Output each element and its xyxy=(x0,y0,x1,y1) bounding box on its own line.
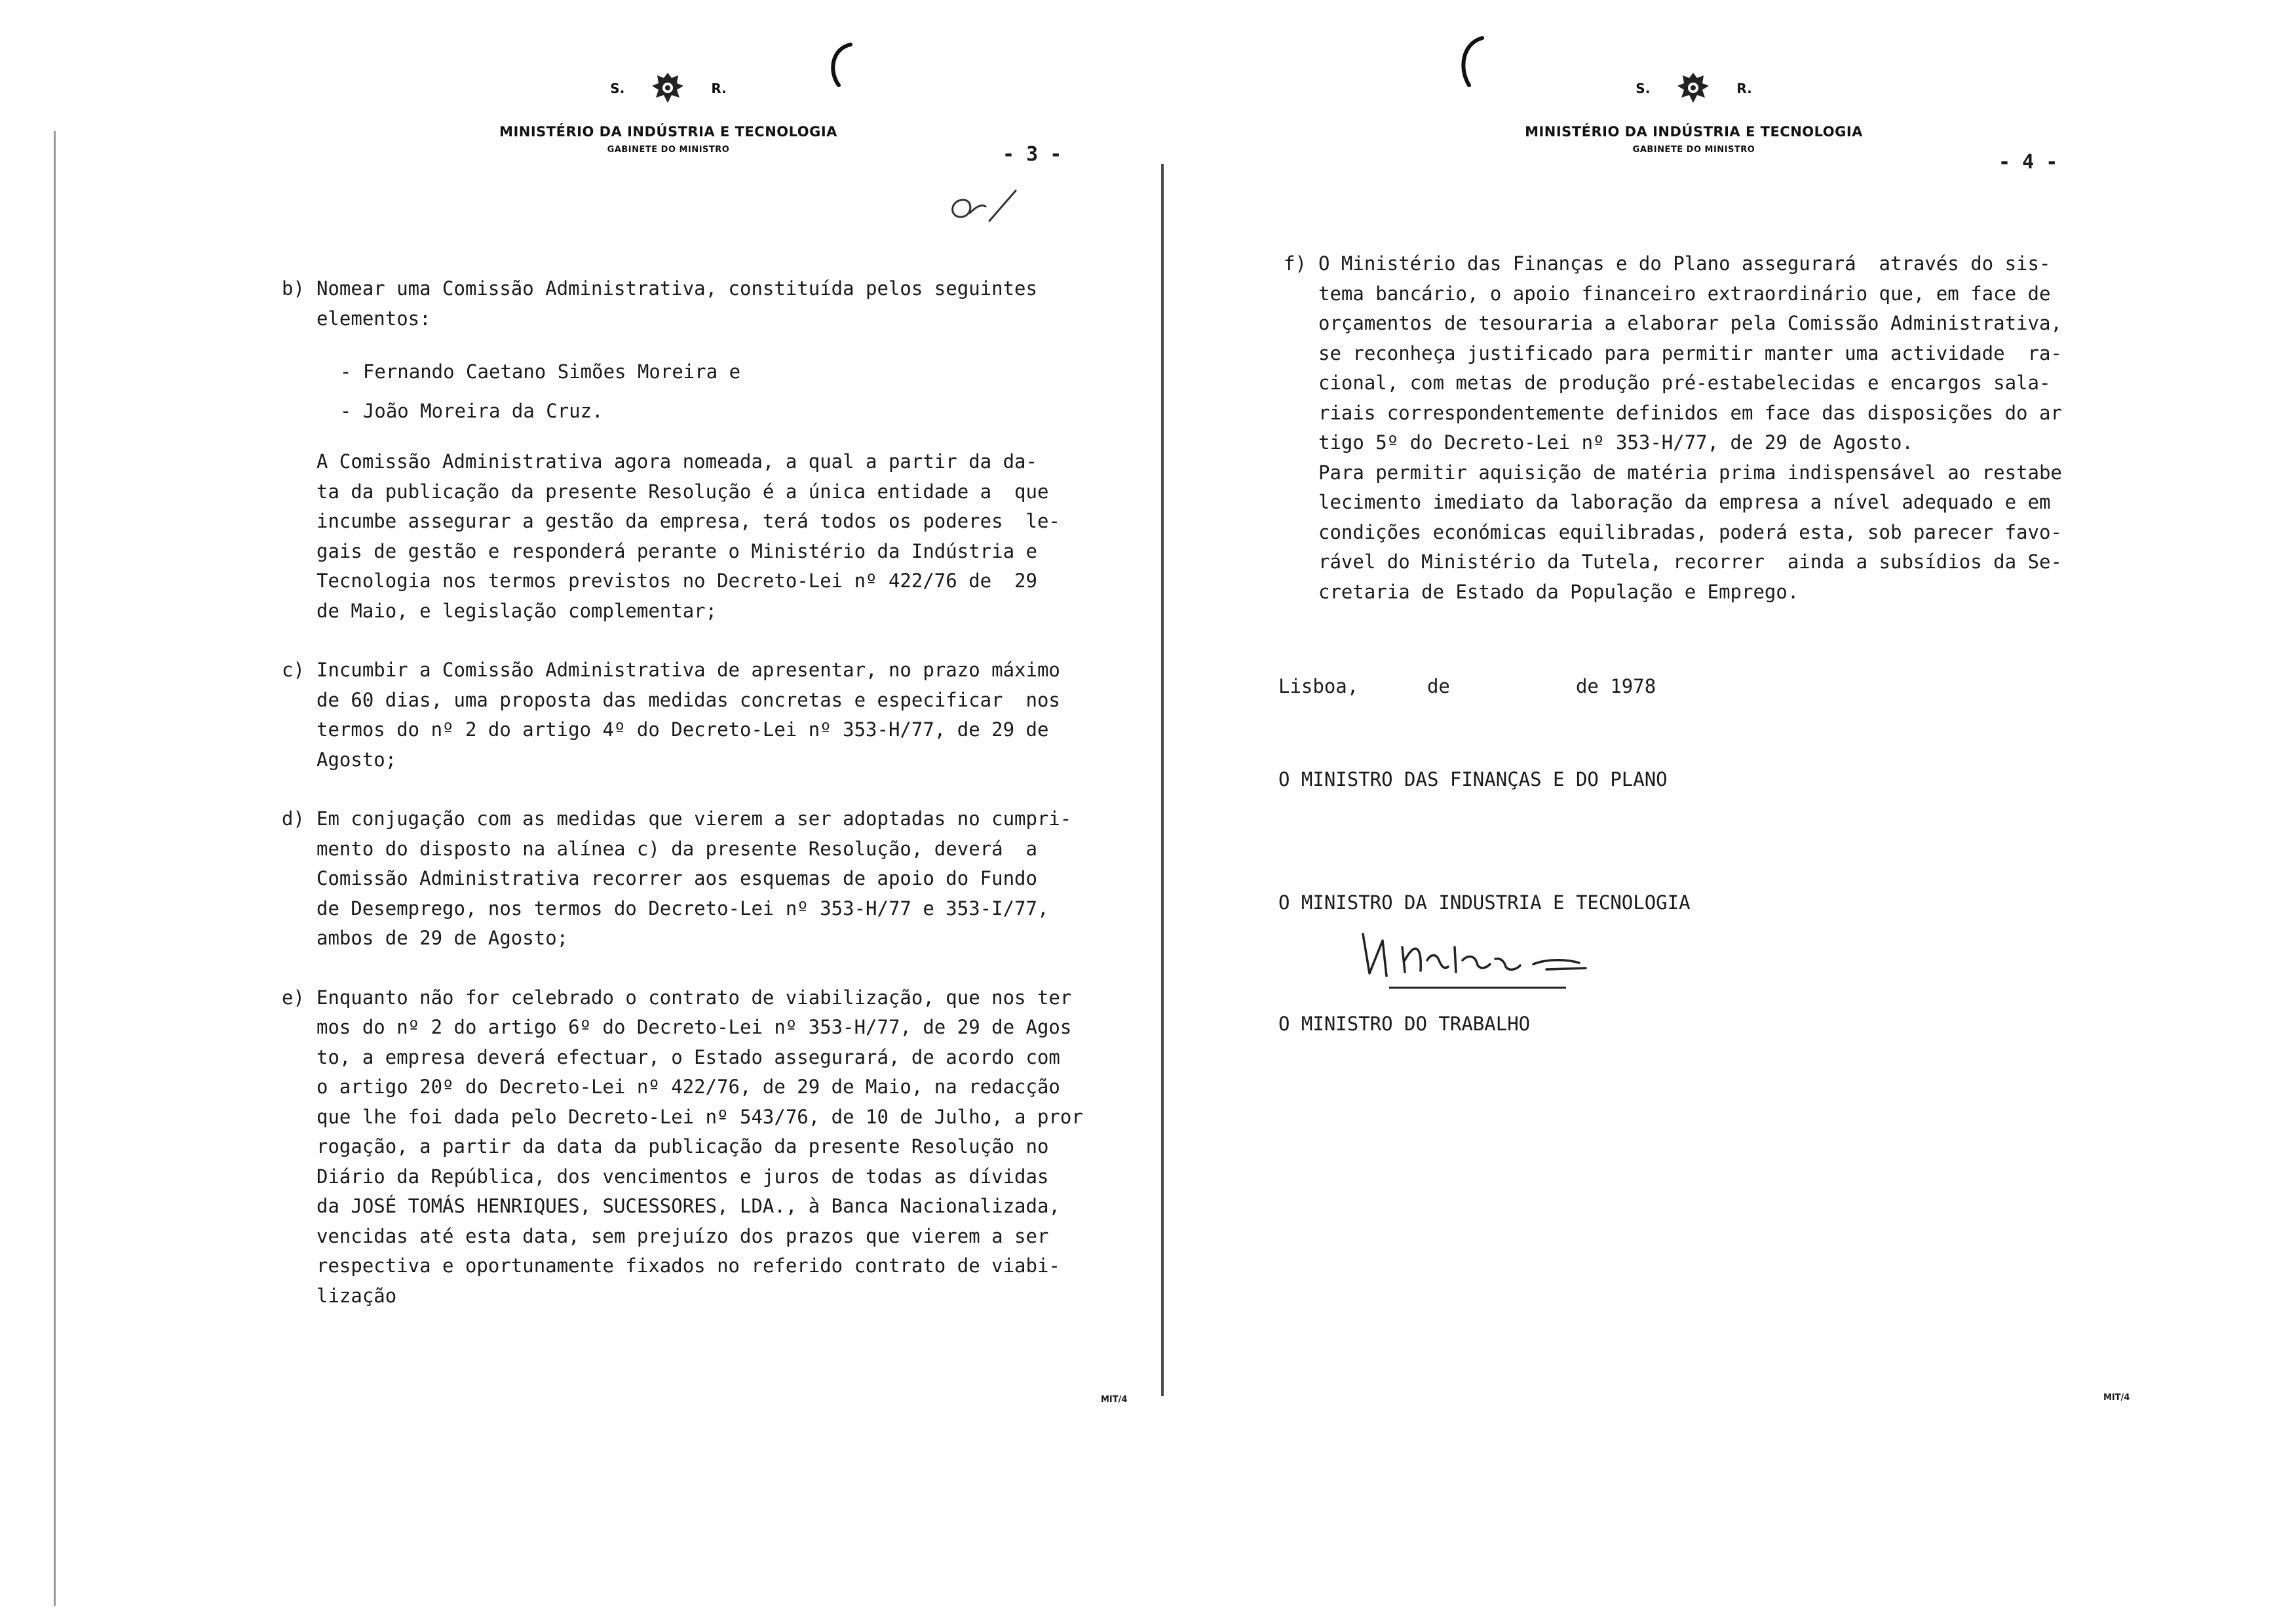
item-b-paragraph-line: A Comissão Administrativa agora nomeada, a qual a partir da da- xyxy=(316,450,1037,473)
member-line: - João Moreira da Cruz. xyxy=(340,399,603,422)
item-e xyxy=(282,983,1142,1312)
scan-edge-line xyxy=(54,131,56,1606)
item-f-line: cional, com metas de produção pré-estabelecidas e encargos sala- xyxy=(1318,372,2051,394)
item-b xyxy=(282,274,1142,626)
handwritten-initials xyxy=(944,180,1048,226)
ministry-name: MINISTÉRIO DA INDÚSTRIA E TECNOLOGIA xyxy=(1525,124,1863,140)
item-e-marker: e) xyxy=(282,986,305,1009)
item-e-line: lização xyxy=(316,1284,397,1307)
handwritten-signature xyxy=(1350,921,1638,993)
item-f-line: tigo 5º do Decreto-Lei nº 353-H/77, de 29 de Agosto. xyxy=(1318,431,1913,454)
item-e-line: o artigo 20º do Decreto-Lei nº 422/76, de 29 de Maio, na redacção xyxy=(316,1076,1060,1098)
item-e-line: Enquanto não for celebrado o contrato de viabilização, que nos ter xyxy=(316,986,1072,1009)
item-b-paragraph-line: gais de gestão e responderá perante o Ministério da Indústria e xyxy=(316,539,1037,562)
letterhead xyxy=(1510,69,1877,155)
item-f-line: Para permitir aquisição de matéria prima indispensável ao restabe xyxy=(1318,461,2062,484)
signatory-industry: O MINISTRO DA INDUSTRIA E TECNOLOGIA xyxy=(1278,891,1691,914)
page-number: - 4 - xyxy=(1999,151,2058,174)
member-line: - Fernando Caetano Simões Moreira e xyxy=(340,360,741,383)
page-4 xyxy=(1163,0,2296,1615)
signatory-finance: O MINISTRO DAS FINANÇAS E DO PLANO xyxy=(1278,768,1668,790)
item-f-line: rável do Ministério da Tutela, recorrer ainda a subsídios da Se- xyxy=(1318,551,2062,573)
page-number: - 3 - xyxy=(1003,143,1062,166)
item-b-marker: b) xyxy=(282,277,305,300)
item-c-line: de 60 dias, uma proposta das medidas concretas e especificar nos xyxy=(316,688,1060,711)
item-e-line: mos do nº 2 do artigo 6º do Decreto-Lei nº 353-H/77, de 29 de Agos xyxy=(316,1016,1072,1038)
item-f-marker: f) xyxy=(1284,252,1307,275)
item-d-line: ambos de 29 de Agosto; xyxy=(316,927,569,949)
cabinet-name: GABINETE DO MINISTRO xyxy=(1632,145,1755,155)
right-body xyxy=(1284,249,2262,636)
left-body xyxy=(282,274,1142,1340)
item-e-line: respectiva e oportunamente fixados no referido contrato de viabi- xyxy=(316,1255,1060,1277)
letterhead-left-mark: S. xyxy=(1636,81,1651,96)
letterhead-right-mark: R. xyxy=(1736,81,1752,96)
item-d xyxy=(282,804,1142,954)
coat-of-arms-icon xyxy=(1674,69,1713,108)
item-e-line: que lhe foi dada pelo Decreto-Lei nº 543/76, de 10 de Julho, a pror xyxy=(316,1105,1083,1128)
footer-code: MIT/4 xyxy=(2103,1393,2130,1403)
letterhead-right-mark: R. xyxy=(711,81,727,96)
item-c-line: termos do nº 2 do artigo 4º do Decreto-Lei nº 353-H/77, de 29 de xyxy=(316,718,1049,741)
signatory-labour: O MINISTRO DO TRABALHO xyxy=(1278,1013,1531,1035)
item-e-line: vencidas até esta data, sem prejuízo dos prazos que vierem a ser xyxy=(316,1224,1049,1247)
item-c-line: Incumbir a Comissão Administrativa de apresentar, no prazo máximo xyxy=(316,659,1060,681)
item-f-line: O Ministério das Finanças e do Plano assegurará através do sis- xyxy=(1318,252,2051,275)
item-c-marker: c) xyxy=(282,659,305,681)
item-f-line: riais correspondentemente definidos em face das disposições do ar xyxy=(1318,401,2062,424)
letterhead xyxy=(485,69,852,155)
item-d-line: Em conjugação com as medidas que vierem a ser adoptadas no cumpri- xyxy=(316,808,1072,830)
ministry-name: MINISTÉRIO DA INDÚSTRIA E TECNOLOGIA xyxy=(499,124,837,140)
item-b-line: elementos: xyxy=(316,307,431,330)
item-f-line: cretaria de Estado da População e Emprego. xyxy=(1318,580,1799,603)
cabinet-name: GABINETE DO MINISTRO xyxy=(607,145,730,155)
item-d-line: de Desemprego, nos termos do Decreto-Lei nº 353-H/77 e 353-I/77, xyxy=(316,897,1049,920)
item-d-line: mento do disposto na alínea c) da presente Resolução, deverá a xyxy=(316,837,1037,860)
item-e-line: Diário da República, dos vencimentos e juros de todas as dívidas xyxy=(316,1165,1049,1188)
item-e-line: to, a empresa deverá efectuar, o Estado assegurará, de acordo com xyxy=(316,1045,1060,1068)
item-e-line: da JOSÉ TOMÁS HENRIQUES, SUCESSORES, LDA., à Banca Nacionalizada, xyxy=(316,1195,1060,1217)
bracket-mark-icon xyxy=(1449,33,1489,92)
item-b-paragraph-line: ta da publicação da presente Resolução é a única entidade a que xyxy=(316,480,1049,503)
coat-of-arms-icon xyxy=(648,69,687,108)
item-f-line: se reconheça justificado para permitir manter uma actividade ra- xyxy=(1318,341,2062,364)
item-e-line: rogação, a partir da data da publicação da presente Resolução no xyxy=(316,1135,1049,1158)
item-d-line: Comissão Administrativa recorrer aos esquemas de apoio do Fundo xyxy=(316,867,1037,889)
item-b-paragraph-line: Tecnologia nos termos previstos no Decreto-Lei nº 422/76 de 29 xyxy=(316,570,1037,592)
item-f xyxy=(1284,249,2262,607)
item-d-marker: d) xyxy=(282,808,305,830)
item-f-line: orçamentos de tesouraria a elaborar pela Comissão Administrativa, xyxy=(1318,312,2062,334)
item-b-paragraph-line: de Maio, e legislação complementar; xyxy=(316,599,718,622)
bracket-mark-icon xyxy=(819,39,858,92)
item-b-paragraph-line: incumbe assegurar a gestão da empresa, terá todos os poderes le- xyxy=(316,510,1060,532)
item-c-line: Agosto; xyxy=(316,748,397,771)
item-c xyxy=(282,655,1142,775)
footer-code: MIT/4 xyxy=(1101,1395,1128,1405)
item-f-line: condições económicas equilibradas, poderá esta, sob parecer favo- xyxy=(1318,520,2062,543)
item-f-line: lecimento imediato da laboração da empresa a nível adequado e em xyxy=(1318,491,2051,513)
item-b-line: Nomear uma Comissão Administrativa, constituída pelos seguintes xyxy=(316,277,1037,300)
item-f-line: tema bancário, o apoio financeiro extraordinário que, em face de xyxy=(1318,282,2051,305)
date-line: Lisboa, de de 1978 xyxy=(1278,675,1656,697)
letterhead-left-mark: S. xyxy=(610,81,625,96)
